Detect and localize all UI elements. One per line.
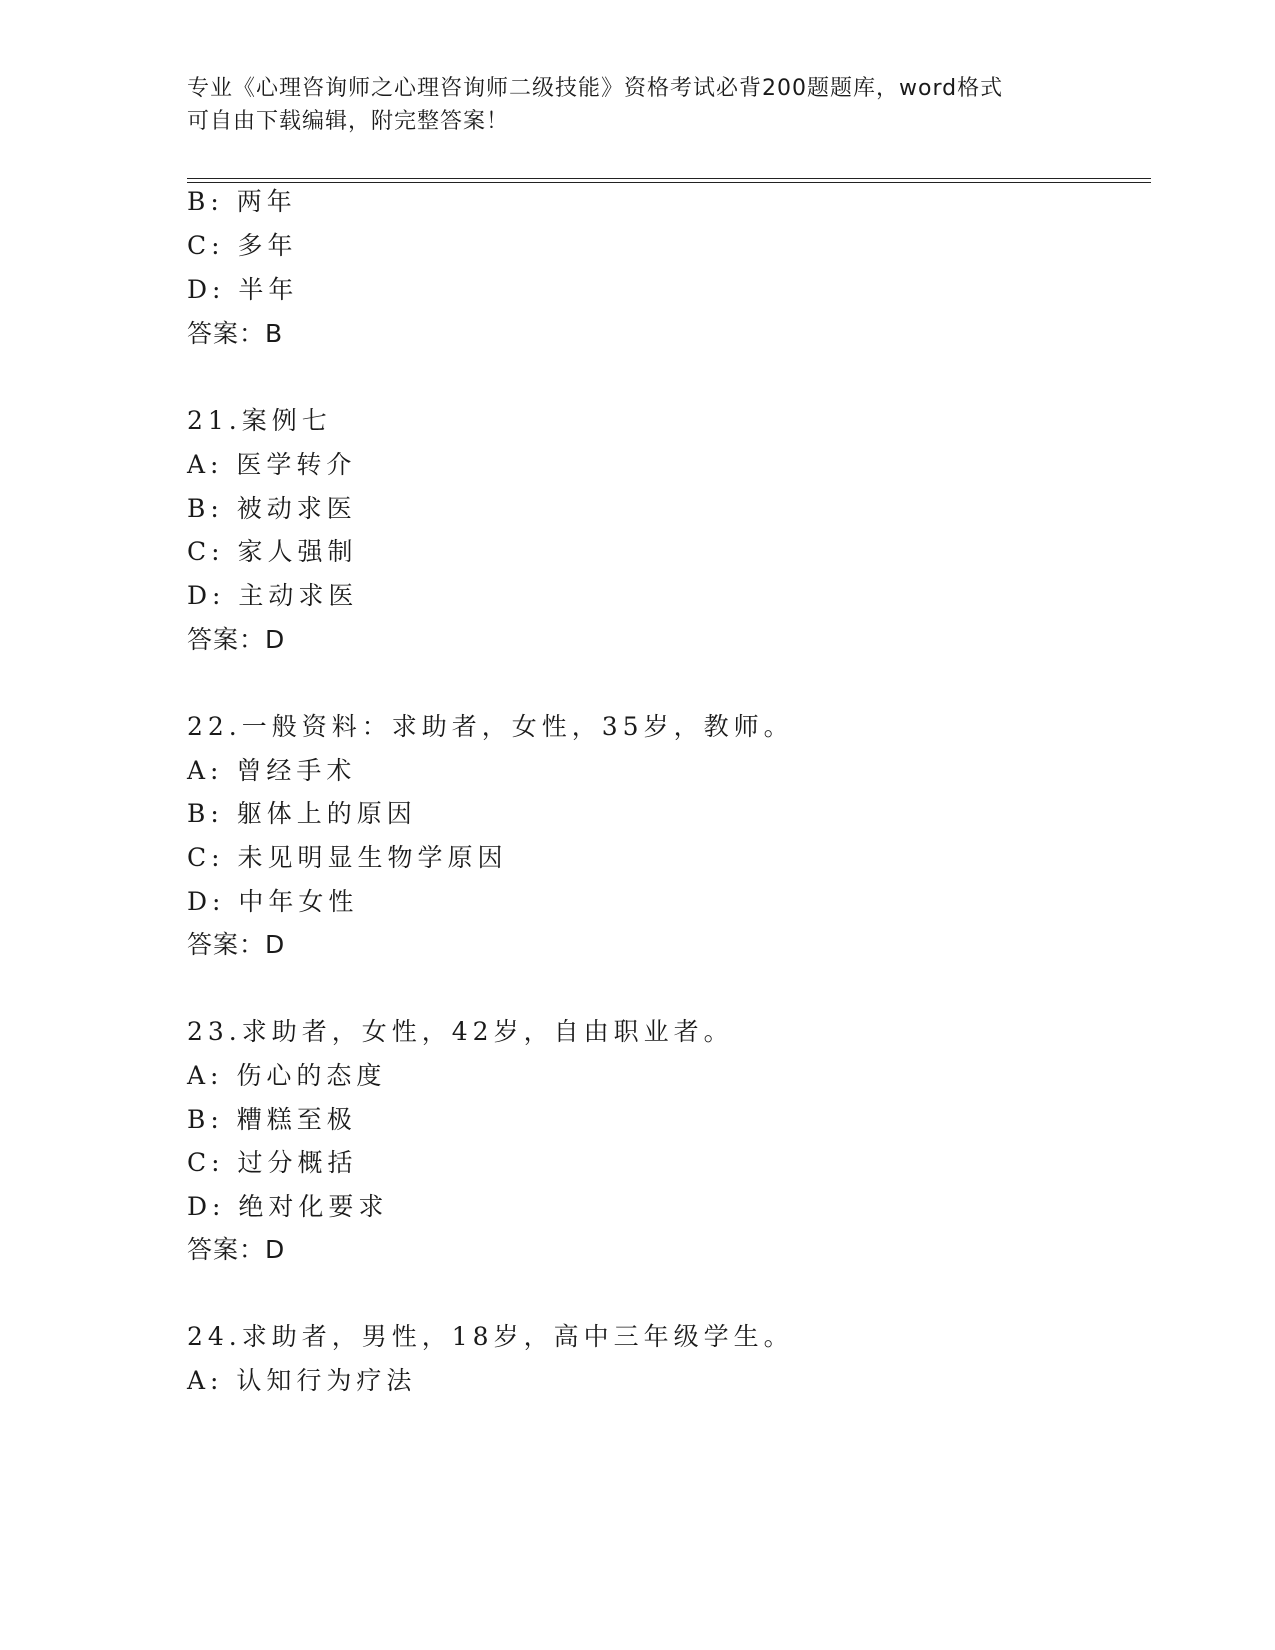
answer-line: 答案：D: [187, 930, 286, 959]
question-title: 21.案例七: [187, 406, 332, 435]
option-a: A: 医学转介: [187, 450, 357, 479]
answer-line: 答案：D: [187, 625, 286, 654]
option-a: A: 曾经手术: [187, 756, 357, 785]
option-d: D: 主动求医: [187, 581, 359, 610]
option-a: A: 伤心的态度: [187, 1061, 387, 1090]
question-title: 24.求助者，男性，18岁，高中三年级学生。: [187, 1322, 794, 1351]
answer-line: 答案：B: [187, 319, 284, 348]
option-b: B: 被动求医: [187, 494, 357, 523]
option-c: C: 多年: [187, 231, 298, 260]
option-b: B: 糟糕至极: [187, 1105, 357, 1134]
option-d: D: 中年女性: [187, 887, 359, 916]
header-line-2: 可自由下载编辑，附完整答案！: [187, 109, 510, 134]
option-c: C: 未见明显生物学原因: [187, 843, 508, 872]
option-d: D: 半年: [187, 275, 299, 304]
option-b: B: 两年: [187, 187, 297, 216]
header-divider-bottom: [187, 182, 1151, 183]
option-a: A: 认知行为疗法: [187, 1366, 417, 1395]
option-b: B: 躯体上的原因: [187, 799, 417, 828]
option-d: D: 绝对化要求: [187, 1192, 389, 1221]
header-line-1: 专业《心理咨询师之心理咨询师二级技能》资格考试必背200题题库，word格式: [187, 76, 1004, 101]
question-title: 23.求助者，女性，42岁，自由职业者。: [187, 1017, 734, 1046]
question-title: 22.一般资料：求助者，女性，35岁，教师。: [187, 712, 794, 741]
header-divider-top: [187, 178, 1151, 179]
answer-line: 答案：D: [187, 1235, 286, 1264]
option-c: C: 过分概括: [187, 1148, 358, 1177]
document-header: [187, 72, 1087, 138]
option-c: C: 家人强制: [187, 537, 358, 566]
